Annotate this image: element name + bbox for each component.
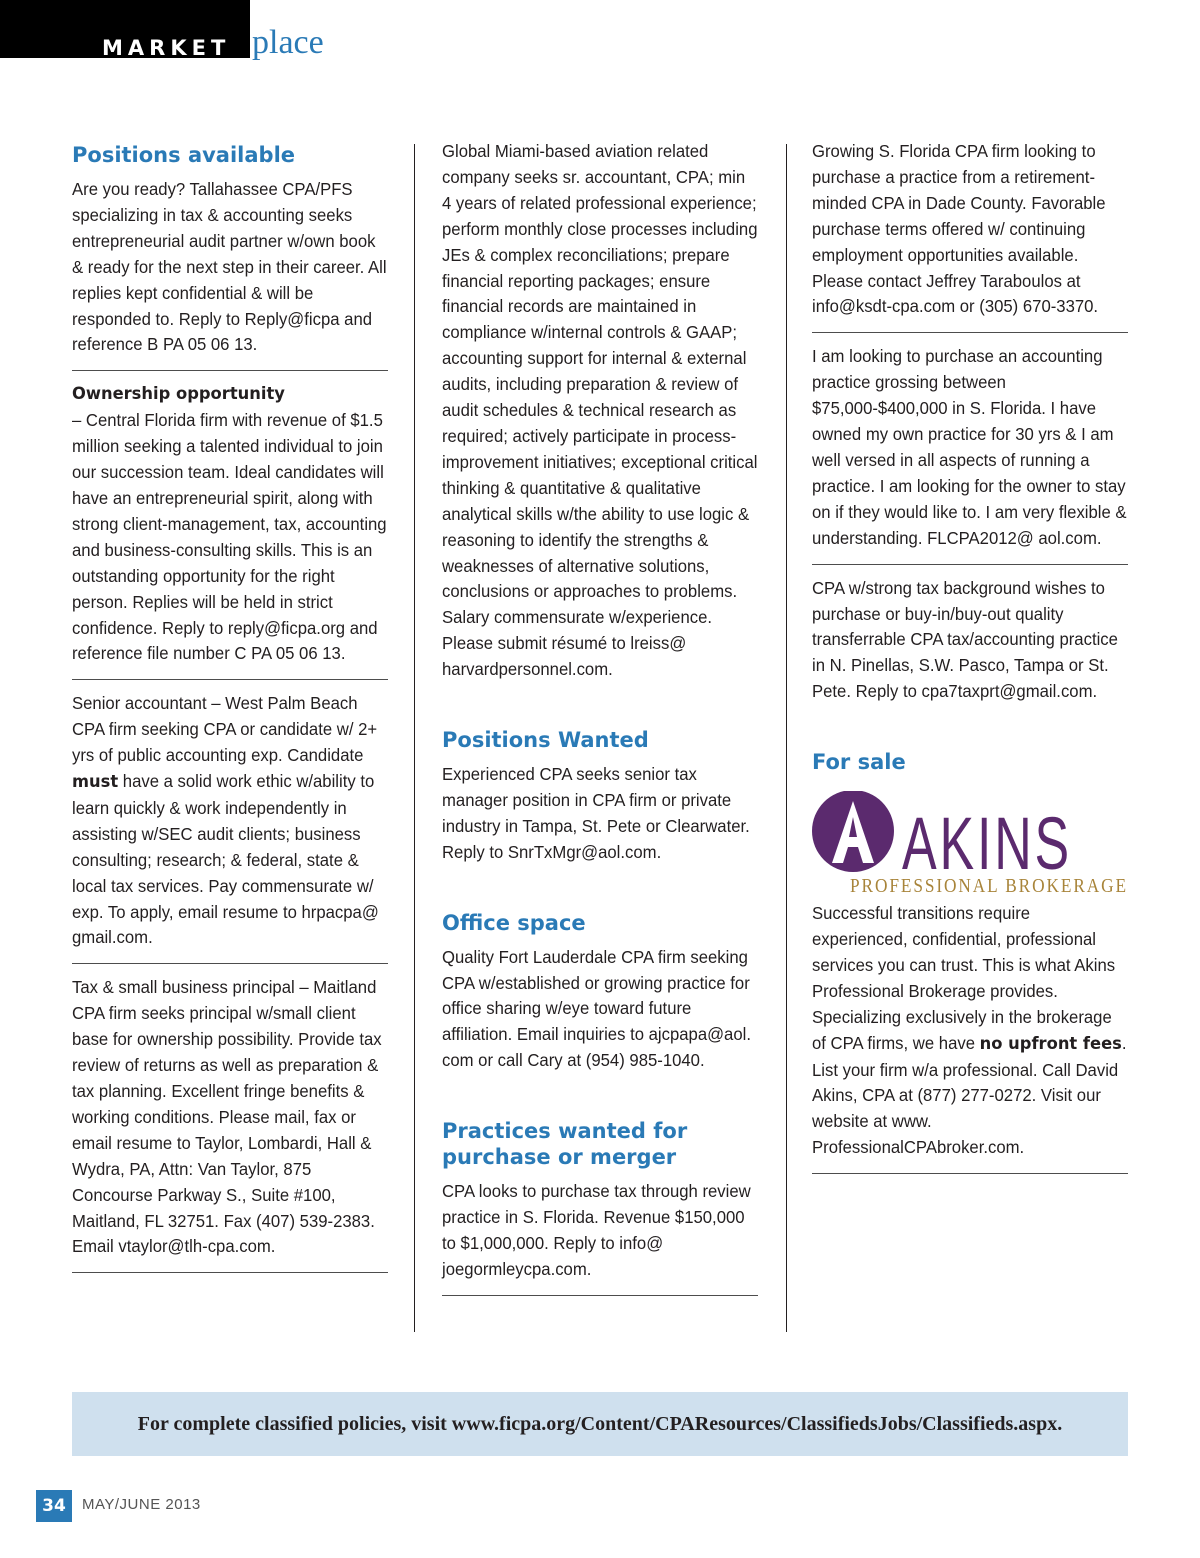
ad-fort-lauderdale: Quality Fort Lauderdale CPA firm seeking CPA w/established or growing practice for office sharing w/eye toward future affiliation. Email inquiries to ajcpapa@aol. com or call Cary at (954) 985-1040. [442,946,751,1071]
ad-separator [812,1173,1128,1174]
heading-office-space: Office space [442,910,586,935]
ad-separator [442,1295,758,1296]
logo-tagline: PROFESSIONAL BROKERAGE [850,875,1128,896]
ad-separator [72,1272,388,1273]
classified-policies-link[interactable]: For complete classified policies, visit www.ficpa.org/Content/CPAResources/ClassifiedsJobs/Classifieds.aspx. [137,1412,1063,1435]
ad-miami-aviation: Global Miami-based aviation related company seeks sr. accountant, CPA; min 4 years of related professional experience; perform monthly close processes including JEs & complex reconciliations; prepare financial reporting packages; ensure financial records are maintained in compliance w/internal controls & GAAP; accounting support for internal & external audits, including preparation & review of audit schedules & technical research as required; actively participate in process-improvement initiatives; exceptional critical thinking & quantitative & qualitative analytical skills w/the ability to use logic & reasoning to identify the strengths & weaknesses of alternative solutions, conclusions or approaches to problems. Salary commensurate w/experience. Please submit résumé to lreiss@ harvardpersonnel.com. [442,141,758,680]
issue-date: MAY/JUNE 2013 [82,1496,201,1513]
akins-logo [812,791,1128,895]
ad-emphasis-no-upfront-fees: no upfront fees [979,1033,1122,1054]
ad-emphasis-must: must [72,772,119,793]
column-3 [812,138,1128,1185]
ad-separator [812,564,1128,565]
ad-purchase-practice: I am looking to purchase an accounting practice grossing between $75,000-$400,000 in S. Florida. I have owned my own practice for 30 yrs & I am well versed in all aspects of running a practice. I am looking for the owner to stay on if they would like to. I am very flexible & understanding. FLCPA2012@ aol.com. [812,346,1127,548]
ad-ownership-opportunity [72,382,389,667]
ad-senior-accountant [72,691,389,951]
ad-tax-practice-purchase: CPA looks to purchase tax through review practice in S. Florida. Revenue $150,000 to $1,000,000. Reply to info@ joegormleycpa.com. [442,1181,751,1279]
ad-separator [72,370,388,371]
masthead-market: MARKET [102,36,231,60]
column-divider-2 [786,144,787,1332]
heading-practices-wanted: Practices wanted for purchase or merger [442,1119,688,1170]
ad-akins-brokerage [812,901,1129,1161]
ad-text: have a solid work ethic w/ability to learn quickly & work independently in assisting w/SEC audit clients; business consulting; research; & federal, state & local tax services. Pay commensurate w/ exp. To apply, email resume to hrpacpa@ gmail.com. [72,771,379,948]
ad-lead-ownership: Ownership opportunity [72,384,285,405]
heading-for-sale: For sale [812,750,906,775]
column-divider-1 [414,144,415,1332]
heading-positions-wanted: Positions Wanted [442,728,649,753]
ad-strong-tax-background: CPA w/strong tax background wishes to purchase or buy-in/buy-out quality transferrable CPA tax/accounting practice in N. Pinellas, S.W. Pasco, Tampa or St. Pete. Reply to cpa7taxprt@gmail.com. [812,577,1118,702]
ad-text: Successful transitions require experienced, confidential, professional services you can trust. This is what Akins Professional Brokerage provides. Specializing exclusively in the brokerage of CPA firms, we have [812,903,1116,1053]
ad-separator [72,679,388,680]
ad-separator [72,963,388,964]
masthead-place: place [252,24,324,61]
akins-logo-graphic [812,791,1132,895]
ad-text: . List your firm w/a professional. Call David Akins, CPA at (877) 277-0272. Visit our website at www. ProfessionalCPAbroker.com. [812,1032,1127,1158]
ad-tax-principal: Tax & small business principal – Maitland CPA firm seeks principal w/small client base for ownership possibility. Provide tax review of returns as well as preparation & tax planning. Excellent fringe benefits & working conditions. Please mail, fax or email resume to Taylor, Lombardi, Hall & Wydra, PA, Attn: Van Taylor, 875 Concourse Parkway S., Suite #100, Maitland, FL 32751. Fax (407) 539-2383. Email vtaylor@tlh-cpa.com. [72,977,382,1257]
ad-senior-tax-manager: Experienced CPA seeks senior tax manager position in CPA firm or private industry in Tampa, St. Pete or Clearwater. Reply to SnrTxMgr@aol.com. [442,764,750,862]
classified-policies-bar [72,1392,1128,1456]
ad-tallahassee: Are you ready? Tallahassee CPA/PFS specializing in tax & accounting seeks entrepreneurial audit partner w/own book & ready for the next step in their career. All replies kept confidential & will be responded to. Reply to Reply@ficpa and reference B PA 05 06 13. [72,179,387,355]
ad-text: Senior accountant – West Palm Beach CPA firm seeking CPA or candidate w/ 2+ yrs of public accounting exp. Candidate [72,693,378,766]
ad-growing-firm: Growing S. Florida CPA firm looking to purchase a practice from a retirement-minded CPA in Dade County. Favorable purchase terms offered w/ continuing employment opportunities available. Please contact Jeffrey Taraboulos at info@ksdt-cpa.com or (305) 670-3370. [812,141,1106,317]
column-1 [72,138,388,1284]
ad-separator [812,332,1128,333]
ad-body-ownership: – Central Florida firm with revenue of $1.5 million seeking a talented individual to join our succession team. Ideal candidates will have an entrepreneurial spirit, along with strong client-management, tax, accounting and business-consulting skills. This is an outstanding opportunity for the right person. Replies will be held in strict confidence. Reply to reply@ficpa.org and reference file number C PA 05 06 13. [72,410,387,664]
logo-wordmark: AKINS [902,802,1072,886]
column-2 [442,138,758,1307]
heading-positions-available: Positions available [72,143,296,167]
page-number: 34 [36,1490,72,1522]
